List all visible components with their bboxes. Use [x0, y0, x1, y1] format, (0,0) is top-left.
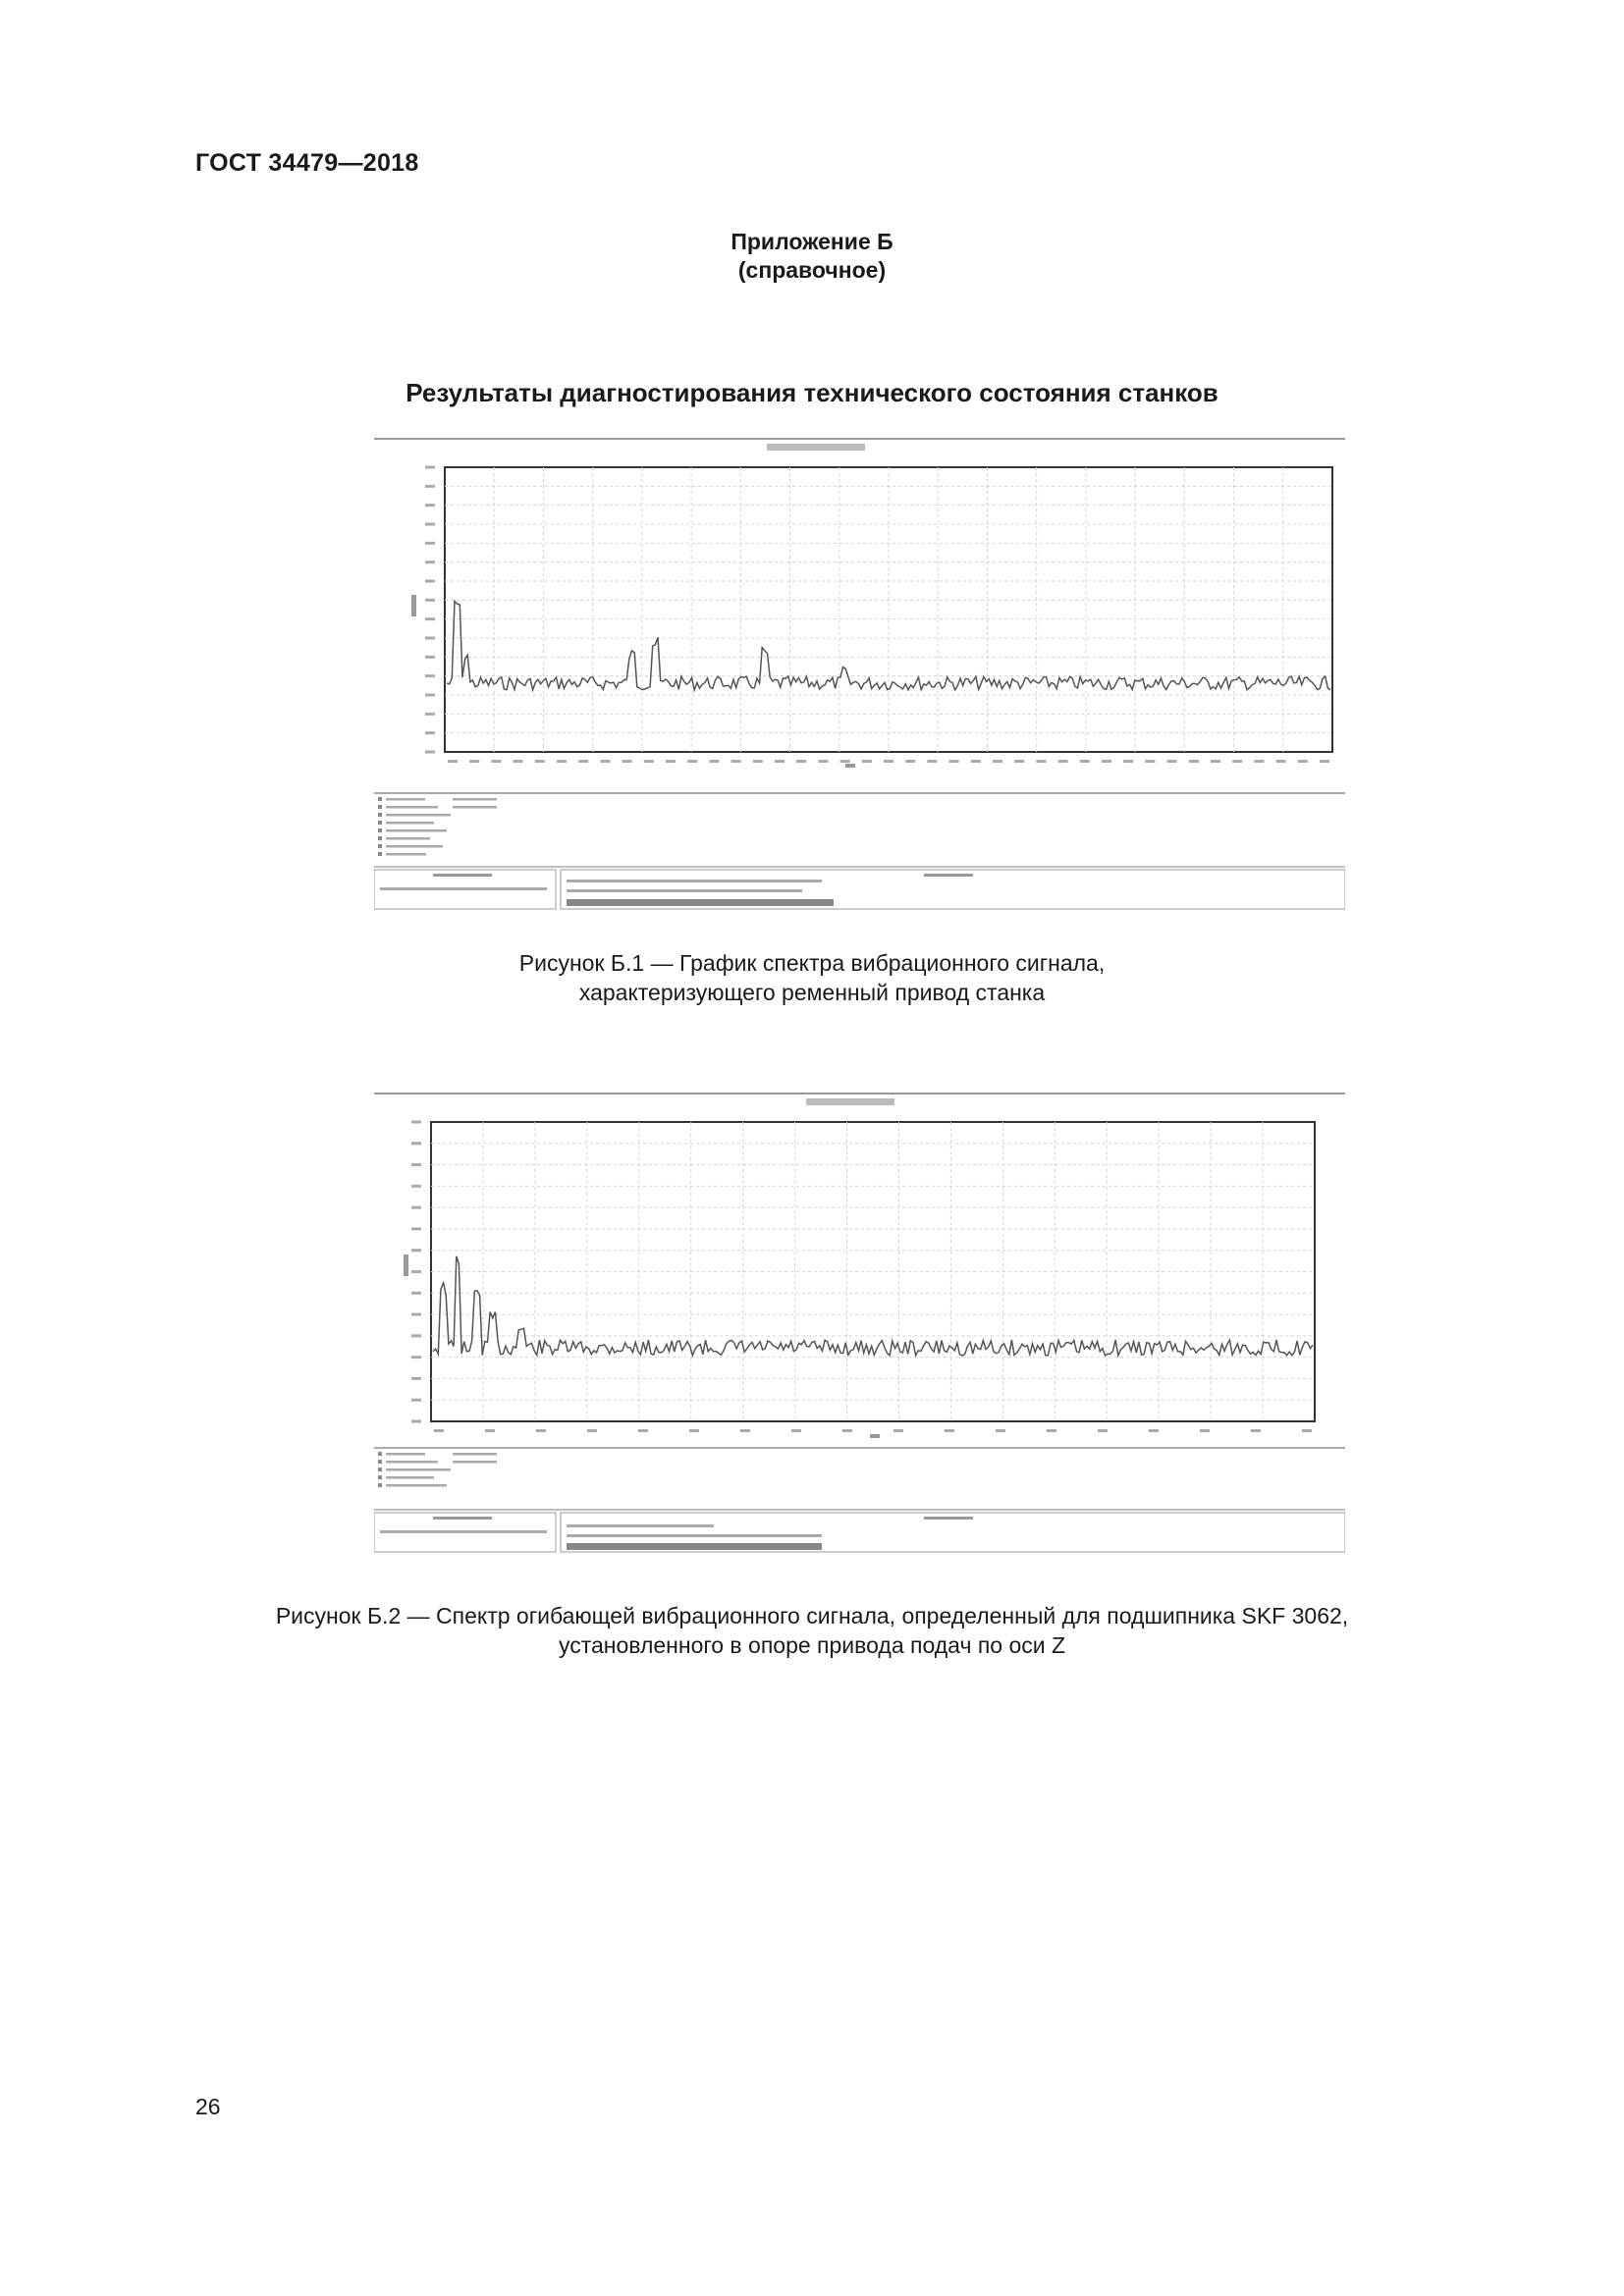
- marker-list-panel: [378, 797, 497, 856]
- chart-window-title-bar: [806, 1098, 894, 1105]
- plot-grid: [431, 1122, 1315, 1421]
- figure-b2-caption-line1: Рисунок Б.2 — Спектр огибающей вибрационного сигнала, определенный для подшипника SKF 3062,: [275, 1603, 1349, 1629]
- chart-window-title-bar: [767, 444, 865, 451]
- figure-b1-caption: [0, 948, 1624, 1007]
- progress-bar-gray: [567, 1543, 822, 1550]
- spectrum-trace: [433, 1256, 1313, 1356]
- figure-b1-caption-line1: Рисунок Б.1 — График спектра вибрационного сигнала,: [518, 950, 1106, 976]
- figure-b1-caption-line2: характеризующего ременный привод станка: [578, 980, 1046, 1005]
- appendix-heading: [0, 228, 1624, 285]
- axis-tick-marks: [411, 1121, 1312, 1433]
- y-axis-label-mark: [404, 1255, 408, 1276]
- axis-tick-marks: [425, 466, 1329, 764]
- figure-b2-screenshot: [374, 1093, 1345, 1566]
- x-axis-label-mark: [845, 764, 855, 768]
- figure-b2-caption-line2: установленного в опоре привода подач по оси Z: [558, 1632, 1066, 1658]
- section-title: Результаты диагностирования технического состояния станков: [406, 378, 1218, 407]
- figure-b2-caption: [0, 1601, 1624, 1660]
- plot-grid: [445, 467, 1332, 752]
- document-code: ГОСТ 34479—2018: [195, 149, 419, 177]
- spectrum-screenshot-b2: [374, 1093, 1345, 1566]
- appendix-subtitle: (справочное): [737, 257, 887, 283]
- page-number: 26: [195, 2094, 221, 2119]
- spectrum-screenshot-b1: [374, 438, 1345, 913]
- y-axis-label-mark: [411, 595, 416, 616]
- progress-bar-gray: [567, 899, 834, 906]
- marker-list-panel: [378, 1452, 497, 1487]
- figure-b1-screenshot: [374, 438, 1345, 913]
- x-axis-label-mark: [870, 1434, 880, 1438]
- appendix-title: Приложение Б: [731, 229, 893, 254]
